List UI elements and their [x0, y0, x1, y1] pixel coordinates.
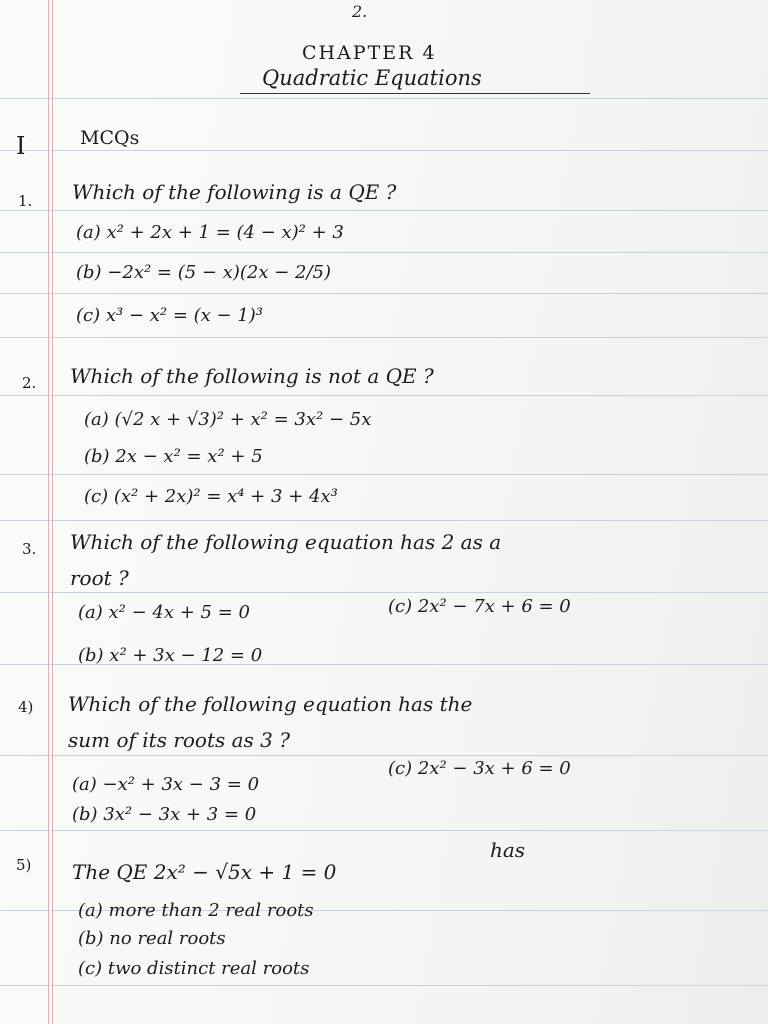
question-text-cont: sum of its roots as 3 ?: [68, 728, 290, 752]
question-text-cont: root ?: [70, 566, 129, 590]
chapter-title: Quadratic Equations: [262, 66, 482, 90]
title-underline: [240, 93, 590, 94]
question-number: 3.: [22, 540, 37, 558]
margin-line: [48, 0, 49, 1024]
section-number: I: [16, 132, 26, 160]
margin-line: [52, 0, 53, 1024]
ruled-line: [0, 395, 768, 396]
option-c: (c) 2x² − 7x + 6 = 0: [388, 596, 571, 617]
option-b: (b) −2x² = (5 − x)(2x − 2/5): [76, 262, 332, 283]
option-b: (b) no real roots: [78, 928, 226, 949]
question-text: Which of the following is a QE ?: [72, 180, 397, 204]
page-number: 2.: [352, 2, 368, 21]
question-text: Which of the following is not a QE ?: [70, 364, 434, 388]
option-c: (c) x³ − x² = (x − 1)³: [76, 305, 264, 326]
option-b: (b) 2x − x² = x² + 5: [84, 446, 263, 467]
option-b: (b) x² + 3x − 12 = 0: [78, 645, 263, 666]
option-a: (a) (√2 x + √3)² + x² = 3x² − 5x: [84, 409, 372, 430]
question-text-cont: has: [490, 838, 526, 862]
option-a: (a) more than 2 real roots: [78, 900, 314, 921]
ruled-line: [0, 98, 768, 99]
question-number: 5): [16, 856, 32, 874]
option-c: (c) 2x² − 3x + 6 = 0: [388, 758, 571, 779]
option-b: (b) 3x² − 3x + 3 = 0: [72, 804, 257, 825]
ruled-line: [0, 293, 768, 294]
ruled-line: [0, 592, 768, 593]
option-a: (a) x² − 4x + 5 = 0: [78, 602, 250, 623]
ruled-line: [0, 830, 768, 831]
question-number: 4): [18, 698, 34, 716]
ruled-line: [0, 252, 768, 253]
question-number: 2.: [22, 374, 37, 392]
option-a: (a) x² + 2x + 1 = (4 − x)² + 3: [76, 222, 344, 243]
option-a: (a) −x² + 3x − 3 = 0: [72, 774, 260, 795]
chapter-heading: CHAPTER 4: [302, 42, 437, 64]
question-text: Which of the following equation has the: [68, 692, 473, 716]
question-text: Which of the following equation has 2 as a: [70, 530, 502, 554]
option-c: (c) (x² + 2x)² = x⁴ + 3 + 4x³: [84, 486, 338, 507]
option-c: (c) two distinct real roots: [78, 958, 310, 979]
ruled-line: [0, 210, 768, 211]
ruled-line: [0, 520, 768, 521]
ruled-line: [0, 150, 768, 151]
question-number: 1.: [18, 192, 33, 210]
question-text: The QE 2x² − √5x + 1 = 0: [72, 860, 337, 884]
ruled-line: [0, 337, 768, 338]
section-title: MCQs: [80, 127, 140, 149]
ruled-line: [0, 985, 768, 986]
ruled-line: [0, 474, 768, 475]
ruled-line: [0, 755, 768, 756]
